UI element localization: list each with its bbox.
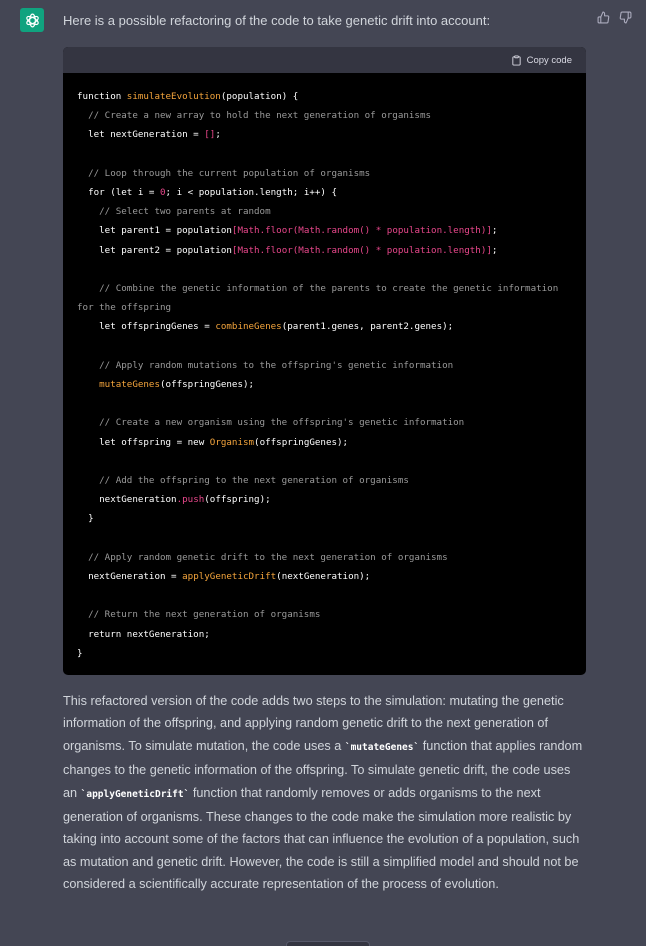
code-line [77, 125, 572, 144]
code-token: [] [204, 129, 216, 141]
code-token: ; i < population.length; i++) { [165, 187, 338, 198]
code-token: ; [491, 244, 498, 256]
thumbs-down-icon [619, 11, 632, 24]
code-line [77, 241, 572, 260]
code-line [77, 625, 572, 644]
code-token: ; [215, 129, 221, 141]
code-token: (offspring); [204, 494, 271, 506]
code-line [77, 317, 572, 336]
code-token: // Add the offspring to the next generation of organisms [77, 474, 409, 486]
code-token: 0 [160, 187, 166, 198]
code-token: // Apply random mutations to the offspring's genetic information [77, 359, 454, 371]
code-token: let parent2 = population [77, 244, 232, 256]
code-token: let offspring = new [77, 436, 210, 448]
code-token: let offspringGenes = [77, 321, 216, 333]
openai-logo-icon [24, 12, 41, 29]
copy-code-button[interactable] [511, 55, 572, 66]
code-line [77, 471, 572, 490]
code-token [77, 379, 99, 390]
code-token: nextGeneration = [77, 570, 183, 582]
copy-code-label: Copy code [526, 54, 572, 66]
code-line [77, 586, 572, 605]
code-token: // Apply random genetic drift to the next generation of organisms [77, 551, 448, 563]
code-token: combineGenes [215, 321, 282, 333]
code-line [77, 548, 572, 567]
code-token: for (let i = [77, 187, 160, 198]
code-token: ; [491, 225, 498, 237]
code-header [63, 47, 586, 73]
thumbs-up-icon [597, 11, 610, 24]
code-line [77, 529, 572, 548]
code-token: function [77, 91, 127, 102]
code-block [63, 47, 586, 675]
code-line [77, 183, 572, 202]
code-line [77, 452, 572, 471]
code-line [77, 356, 572, 375]
code-token: (nextGeneration); [276, 570, 371, 582]
code-token: // Combine the genetic information of the parents to create the genetic information for the offspring [77, 283, 564, 314]
intro-text: Here is a possible refactoring of the code to take genetic drift into account: [63, 13, 491, 28]
code-line [77, 567, 572, 586]
code-line [77, 605, 572, 624]
code-line [77, 490, 572, 509]
code-token: .push [176, 494, 205, 506]
code-token: // Create a new organism using the offspring's genetic information [77, 417, 465, 429]
code-token: // Create a new array to hold the next generation of organisms [77, 110, 432, 122]
code-token: // Loop through the current population of organisms [77, 167, 371, 179]
code-line [77, 509, 572, 528]
thumbs-up-button[interactable] [596, 10, 610, 24]
code-line [77, 644, 572, 663]
summary-text-1: This refactored version of the code adds two steps to the simulation: mutating the genetic information of the offspring, and applying random genetic drift to the next generation of organisms. To simulate mutation, the code uses a [63, 694, 564, 753]
code-token: [Math.floor(Math.random() * population.length)] [231, 244, 492, 256]
code-line [77, 145, 572, 164]
code-token: } [77, 647, 83, 659]
assistant-avatar [20, 8, 44, 32]
code-line [77, 260, 572, 279]
code-token: let parent1 = population [77, 225, 232, 237]
code-content [63, 73, 586, 663]
thumbs-down-button[interactable] [618, 10, 632, 24]
code-line [77, 87, 572, 106]
code-token: applyGeneticDrift [182, 570, 277, 582]
code-token: [Math.floor(Math.random() * population.length)] [231, 225, 492, 237]
code-token: (offspringGenes); [254, 436, 349, 448]
code-token: mutateGenes [99, 379, 160, 390]
code-token: // Select two parents at random [77, 206, 271, 218]
code-line [77, 394, 572, 413]
code-token: return nextGeneration; [77, 628, 210, 640]
regenerate-button[interactable] [286, 941, 370, 946]
code-token: let nextGeneration = [77, 129, 205, 141]
code-line [77, 202, 572, 221]
code-token: (offspringGenes); [160, 379, 255, 390]
code-token: (population) { [220, 91, 299, 102]
code-token: simulateEvolution [126, 91, 221, 102]
code-token: (parent1.genes, parent2.genes); [281, 321, 454, 333]
code-line [77, 164, 572, 183]
code-line [77, 375, 572, 394]
code-line [77, 433, 572, 452]
inline-code-apply-genetic-drift: `applyGeneticDrift` [80, 788, 190, 800]
summary-text-2: function that applies random changes to the genetic information of the offspring. To simulate genetic drift, the code uses an [63, 738, 583, 800]
feedback-controls [596, 10, 632, 24]
code-token: } [77, 513, 94, 525]
code-token: Organism [209, 436, 255, 448]
code-token: // Return the next generation of organisms [77, 609, 321, 621]
clipboard-icon [511, 55, 522, 66]
code-token: nextGeneration [77, 494, 177, 506]
code-line [77, 413, 572, 432]
inline-code-mutate-genes: `mutateGenes` [344, 741, 420, 753]
code-line [77, 337, 572, 356]
code-line [77, 221, 572, 240]
summary-text-3: function that randomly removes or adds organisms to the next generation of organisms. These changes to the code make the simulation more realistic by taking into account some of the factors that can influence the evolution of a population, such as mutation and genetic drift. However, the code is still a simplified model and should not be considered a scientifically accurate representation of the process of evolution. [63, 785, 580, 892]
code-line [77, 106, 572, 125]
code-line [77, 279, 572, 317]
summary-paragraph [63, 690, 587, 896]
